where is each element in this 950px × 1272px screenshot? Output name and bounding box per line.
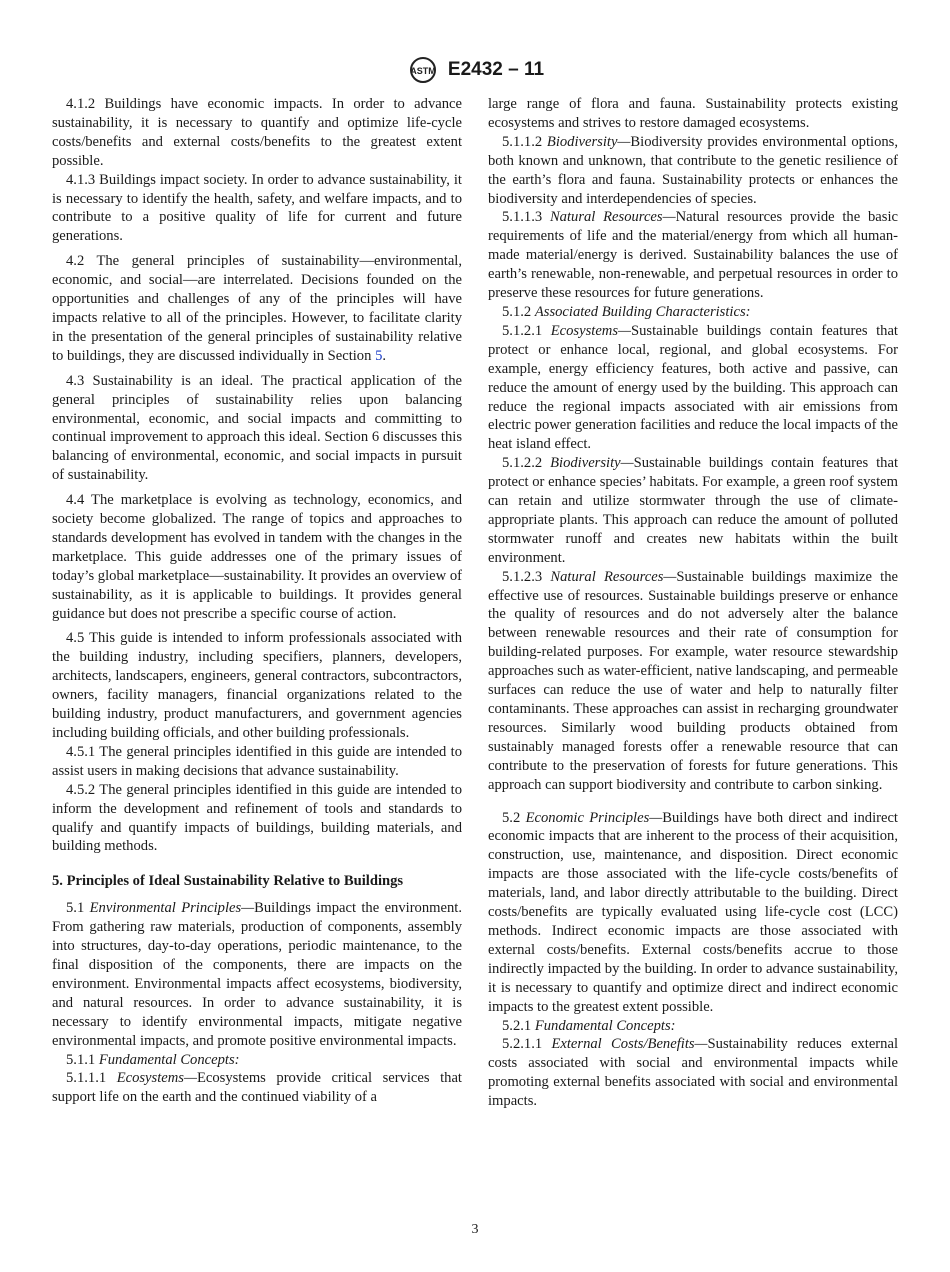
paragraph (488, 133, 898, 209)
paragraph-text: Sustainability reduces external costs associated with social and environmental impacts while promoting external benefits associated with social and environmental impacts. (488, 1036, 898, 1110)
paragraph-text: This guide is intended to inform professionals associated with the building industry, including specifiers, planners, developers, architects, landscapers, engineers, general contractors, subcontractors, owners, facility managers, financial organizations related to the building industry, product manufacturers, and government agencies including building officials, and other building professionals. (52, 630, 462, 741)
paragraph-text: Biodiversity provides environmental options, both known and unknown, that contribute to the genetic resilience of the earth’s flora and fauna. Sustainability protects or enhances the biodiversity and interdependencies of species. (488, 133, 898, 207)
section-number: 5.2.1.1 (502, 1036, 543, 1053)
section-number: 5.1.1.3 (502, 209, 543, 226)
astm-logo-icon (406, 56, 440, 84)
paragraph-text: Natural resources provide the basic requirements of life and the material/energy from which all human-made material/energy is derived. Sustainability balances the use of earth’s renewable, non-renewable, and perpetual resources in order to preserve these resources for future generations. (488, 209, 898, 302)
paragraph-term: Environmental Principles— (89, 900, 255, 917)
paragraph (52, 781, 462, 857)
paragraph (488, 454, 898, 567)
paragraph-term: Ecosystems— (116, 1070, 197, 1087)
paragraph (52, 629, 462, 742)
section-number: 4.3 (66, 372, 85, 389)
paragraph-term: Associated Building Characteristics: (534, 303, 751, 320)
section-heading: 5. Principles of Ideal Sustainability Relative to Buildings (52, 873, 404, 890)
section-number: 5.1.2.1 (502, 322, 543, 339)
section-number: 4.4 (66, 492, 85, 509)
paragraph-term: Ecosystems— (550, 322, 631, 339)
paragraph-term: Fundamental Concepts: (98, 1051, 240, 1068)
paragraph (488, 322, 898, 454)
section-number: 4.1.2 (66, 96, 96, 112)
paragraph (52, 1069, 462, 1107)
section-number: 4.5.2 (66, 781, 96, 798)
paragraph-text: The general principles identified in this guide are intended to assist users in making decisions that advance sustainability. (52, 743, 462, 779)
paragraph-text: The marketplace is evolving as technology, economics, and society become globalized. The range of topics and approaches to standards development has evolved in tandem with the changes in the marketplace. This guide addresses one of the primary issues of today’s global marketplace—sustainability. It provides an overview of sustainability, as it is applicable to buildings. It provides general guidance but does not prescribe a specific course of action. (52, 492, 463, 622)
paragraph-term: Biodiversity— (550, 455, 634, 472)
paragraph (488, 95, 898, 133)
section-number: 5.1.1 (66, 1051, 96, 1068)
paragraph (52, 171, 462, 247)
paragraph-text: Buildings have economic impacts. In order to advance sustainability, it is necessary to quantify and optimize life-cycle costs/benefits and external costs/benefits to the greatest extent possible. (52, 96, 462, 169)
section-number: 4.1.3 (66, 171, 96, 188)
paragraph (52, 491, 462, 623)
paragraph-text: Ecosystems provide critical services that support life on the earth and the continued viability of a (52, 1070, 462, 1106)
section-number: 4.2 (66, 253, 85, 270)
paragraph (52, 372, 462, 485)
section-number: 5.2.1 (502, 1017, 532, 1034)
paragraph-term: External Costs/Benefits— (551, 1036, 708, 1053)
section-number: 5.1.2.2 (502, 455, 543, 472)
svg-text:ASTM: ASTM (410, 66, 436, 76)
section-number: 4.5.1 (66, 743, 96, 760)
paragraph (488, 809, 898, 1017)
paragraph (488, 208, 898, 303)
paragraph (488, 568, 898, 795)
paragraph (488, 1017, 898, 1036)
paragraph-text: Buildings have both direct and indirect economic impacts that are inherent to the process of their acquisition, construction, use, maintenance, and disposition. Direct economic impacts are those associated with the life-cycle costs/benefits of materials, land, and labor directly attributable to the building. Direct costs/benefits are typically evaluated using life-cycle cost (LCC) methods. Indirect economic impacts are those associated with external costs/benefits. External costs/benefits accrue to those indirectly impacted by the building. In order to advance sustainability, it is necessary to quantify and optimize direct and indirect economic impacts to the greatest extent possible. (488, 809, 898, 1015)
paragraph-text: Sustainability is an ideal. The practical application of the general principles of sustainability relies upon balancing environmental, economic, and social impacts and committing to continual improvement to approach this ideal. Section 6 discusses this balancing of environmental, economic, and social impacts in pursuit of sustainability. (52, 372, 462, 484)
paragraph-text: Buildings impact society. In order to advance sustainability, it is necessary to identify the health, safety, and welfare impacts, and to contribute to a positive quality of life for current and future generations. (52, 171, 462, 245)
section-number: 5.1.2 (502, 303, 532, 320)
paragraph (52, 1051, 462, 1070)
paragraph (52, 252, 462, 365)
document-designation: E2432 – 11 (447, 59, 545, 80)
paragraph-term: Natural Resources— (549, 209, 676, 226)
section-number: 5.1 (66, 900, 85, 917)
section-link[interactable]: 5 (375, 347, 383, 364)
section-number: 5.1.2.3 (502, 568, 543, 585)
paragraph-text: Sustainable buildings contain features that protect or enhance species’ habitats. For example, a green roof system can retain and utilize stormwater through the use of climate-appropriate plants. This approach can reduce the amount of polluted stormwater runoff and creates new habitats within the built environment. (488, 455, 898, 566)
paragraph-term: Natural Resources— (550, 568, 677, 585)
paragraph-term: Biodiversity— (546, 133, 631, 150)
paragraph-term: Economic Principles— (525, 809, 663, 826)
left-column (52, 95, 462, 1107)
paragraph-text-end: . (382, 347, 387, 364)
section-number: 5.1.1.2 (502, 133, 543, 150)
paragraph-text: large range of flora and fauna. Sustainability protects existing ecosystems and strives to restore damaged ecosystems. (488, 96, 898, 131)
page-number: 3 (471, 1222, 479, 1237)
paragraph (52, 743, 462, 781)
paragraph (52, 95, 462, 171)
paragraph (488, 1035, 898, 1111)
paragraph-text: Buildings impact the environment. From gathering raw materials, production of components, assembly into structures, day-to-day operations, periodic maintenance, to the final disposition of the components, there are impacts on the environment. Environmental impacts affect ecosystems, biodiversity, and natural resources. In order to advance sustainability, it is necessary to identify environmental impacts, mitigate negative environmental impacts, and promote positive environmental impacts. (52, 900, 462, 1049)
page-header (0, 56, 950, 84)
section-number: 5.1.1.1 (66, 1070, 107, 1087)
paragraph-term: Fundamental Concepts: (534, 1017, 676, 1034)
paragraph-text: The general principles of sustainability—environmental, economic, and social—are interrelated. Decisions founded on the opportunities and challenges of any of the principles will have impacts relative to all of the principles. However, to facilitate clarity in the presentation of the general principles of sustainability relative to buildings, they are discussed individually in Section (52, 253, 462, 364)
section-number: 5.2 (502, 809, 521, 826)
right-column (488, 95, 898, 1111)
paragraph (52, 899, 462, 1050)
paragraph-text: The general principles identified in this guide are intended to inform the development and refinement of tools and standards to qualify and quantify impacts of buildings, building materials, and building methods. (52, 781, 462, 855)
paragraph-text: Sustainable buildings contain features that protect or enhance local, regional, and global ecosystems. For example, energy efficiency features, both active and passive, can reduce the amount of energy used by the building. This approach can reduce the regional impacts associated with air emissions from electric power generation facilities and reduce the local impacts of the heat island effect. (488, 322, 898, 453)
section-number: 4.5 (66, 630, 85, 647)
paragraph (488, 303, 898, 322)
paragraph-text: Sustainable buildings maximize the effective use of resources. Sustainable buildings preserve or enhance the quality of resources and do not adversely alter the balance between renewable resources and their rate of consumption for building-related purposes. For example, water resource stewardship approaches such as water-efficient, native landscaping, and permeable surfaces can reduce the use of water and help to naturally filter contaminants. These approaches can assist in recharging groundwater resources. Similarly wood building products obtained from sustainably managed forests offer a renewable resource that can contribute to the preservation of forests for future generations. This approach can support biodiversity and contribute to carbon sinking. (488, 568, 898, 793)
